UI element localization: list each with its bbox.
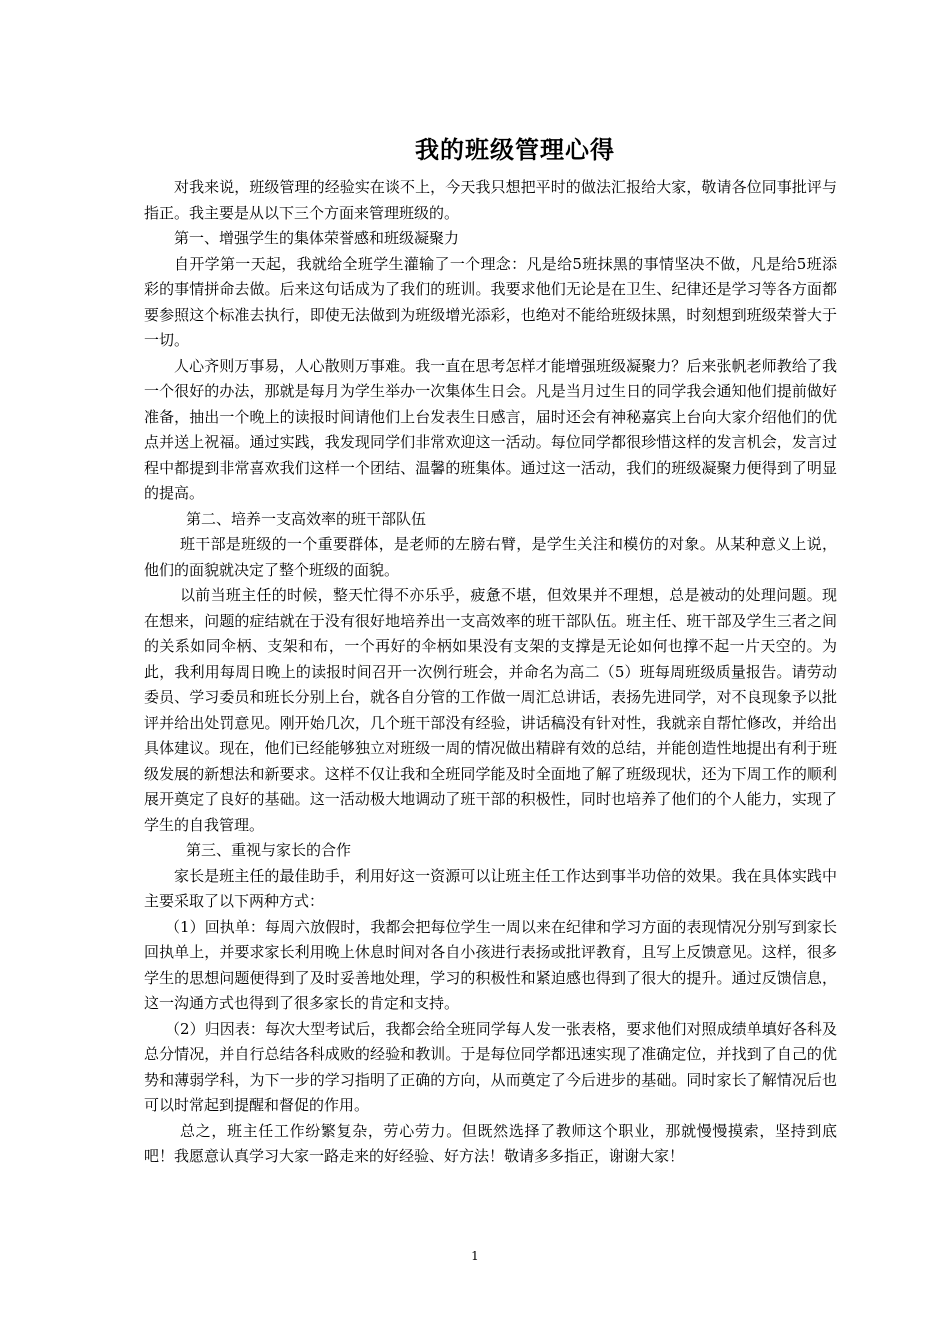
section-heading-1: 第一、增强学生的集体荣誉感和班级凝聚力 — [174, 229, 460, 247]
body-paragraph: 人心齐则万事易，人心散则万事难。我一直在思考怎样才能增强班级凝聚力？后来张帆老师教给了我一个很好的办法，那就是每月为学生举办一次集体生日会。凡是当月过生日的同学我会通知他们提前做好准备，抽出一个晚上的读报时间请他们上台发表生日感言，届时还会有神秘嘉宾上台向大家介绍他们的优点并送上祝福。通过实践，我发现同学们非常欢迎这一活动。每位同学都很珍惜这样的发言机会，发言过程中都提到非常喜欢我们这样一个团结、温馨的班集体。通过这一活动，我们的班级凝聚力便得到了明显的提高。 — [144, 356, 837, 502]
body-paragraph: 以前当班主任的时候，整天忙得不亦乐乎，疲惫不堪，但效果并不理想，总是被动的处理问题。现在想来，问题的症结就在于没有很好地培养出一支高效率的班干部队伍。班主任、班干部及学生三者之间的关系如同伞柄、支架和布，一个再好的伞柄如果没有支架的支撑是无论如何也撑不起一片天空的。为此，我利用每周日晚上的读报时间召开一次例行班会，并命名为高二（5）班每周班级质量报告。请劳动委员、学习委员和班长分别上台，就各自分管的工作做一周汇总讲话，表扬先进同学，对不良现象予以批评并给出处罚意见。刚开始几次，几个班干部没有经验，讲话稿没有针对性，我就亲自帮忙修改，并给出具体建议。现在，他们已经能够独立对班级一周的情况做出精辟有效的总结，并能创造性地提出有利于班级发展的新想法和新要求。这样不仅让我和全班同学能及时全面地了解了班级现状，还为下周工作的顺利展开奠定了良好的基础。这一活动极大地调动了班干部的积极性，同时也培养了他们的个人能力，实现了学生的自我管理。 — [144, 586, 837, 834]
conclusion-paragraph: 总之，班主任工作纷繁复杂，劳心劳力。但既然选择了教师这个职业，那就慢慢摸索，坚持到底吧！我愿意认真学习大家一路走来的好经验、好方法！敬请多多指正，谢谢大家！ — [144, 1121, 837, 1165]
section-heading-3: 第三、重视与家长的合作 — [186, 841, 352, 859]
section-heading-2: 第二、培养一支高效率的班干部队伍 — [186, 509, 427, 528]
body-paragraph: 家长是班主任的最佳助手，利用好这一资源可以让班主任工作达到事半功倍的效果。我在具体实践中主要采取了以下两种方式： — [144, 866, 837, 910]
body-paragraph: 自开学第一天起，我就给全班学生灌输了一个理念：凡是给5班抹黑的事情坚决不做，凡是给5班添彩的事情拼命去做。后来这句话成为了我们的班训。我要求他们无论是在卫生、纪律还是学习等各方面都要参照这个标准去执行，即使无法做到为班级增光添彩，也绝对不能给班级抹黑，时刻想到班级荣誉大于一切。 — [144, 254, 837, 349]
document-title: 我的班级管理心得 — [415, 136, 615, 164]
body-paragraph: 班干部是班级的一个重要群体，是老师的左膀右臂，是学生关注和模仿的对象。从某种意义上说，他们的面貌就决定了整个班级的面貌。 — [144, 535, 837, 579]
page-number: 1 — [471, 1249, 479, 1263]
list-item-attribution-table: （2）归因表：每次大型考试后，我都会给全班同学每人发一张表格，要求他们对照成绩单填好各科及总分情况，并自行总结各科成败的经验和教训。于是每位同学都迅速实现了准确定位，并找到了自己的优势和薄弱学科，为下一步的学习指明了正确的方向，从而奠定了今后进步的基础。同时家长了解情况后也可以时常起到提醒和督促的作用。 — [144, 1019, 837, 1114]
list-item-receipt: （1）回执单：每周六放假时，我都会把每位学生一周以来在纪律和学习方面的表现情况分别写到家长回执单上，并要求家长利用晚上休息时间对各自小孩进行表扬或批评教育，且写上反馈意见。这样，很多学生的思想问题便得到了及时妥善地处理，学习的积极性和紧迫感也得到了很大的提升。通过反馈信息，这一沟通方式也得到了很多家长的肯定和支持。 — [144, 917, 837, 1012]
document-body — [144, 175, 837, 1170]
intro-paragraph: 对我来说，班级管理的经验实在谈不上，今天我只想把平时的做法汇报给大家，敬请各位同事批评与指正。我主要是从以下三个方面来管理班级的。 — [144, 178, 837, 222]
